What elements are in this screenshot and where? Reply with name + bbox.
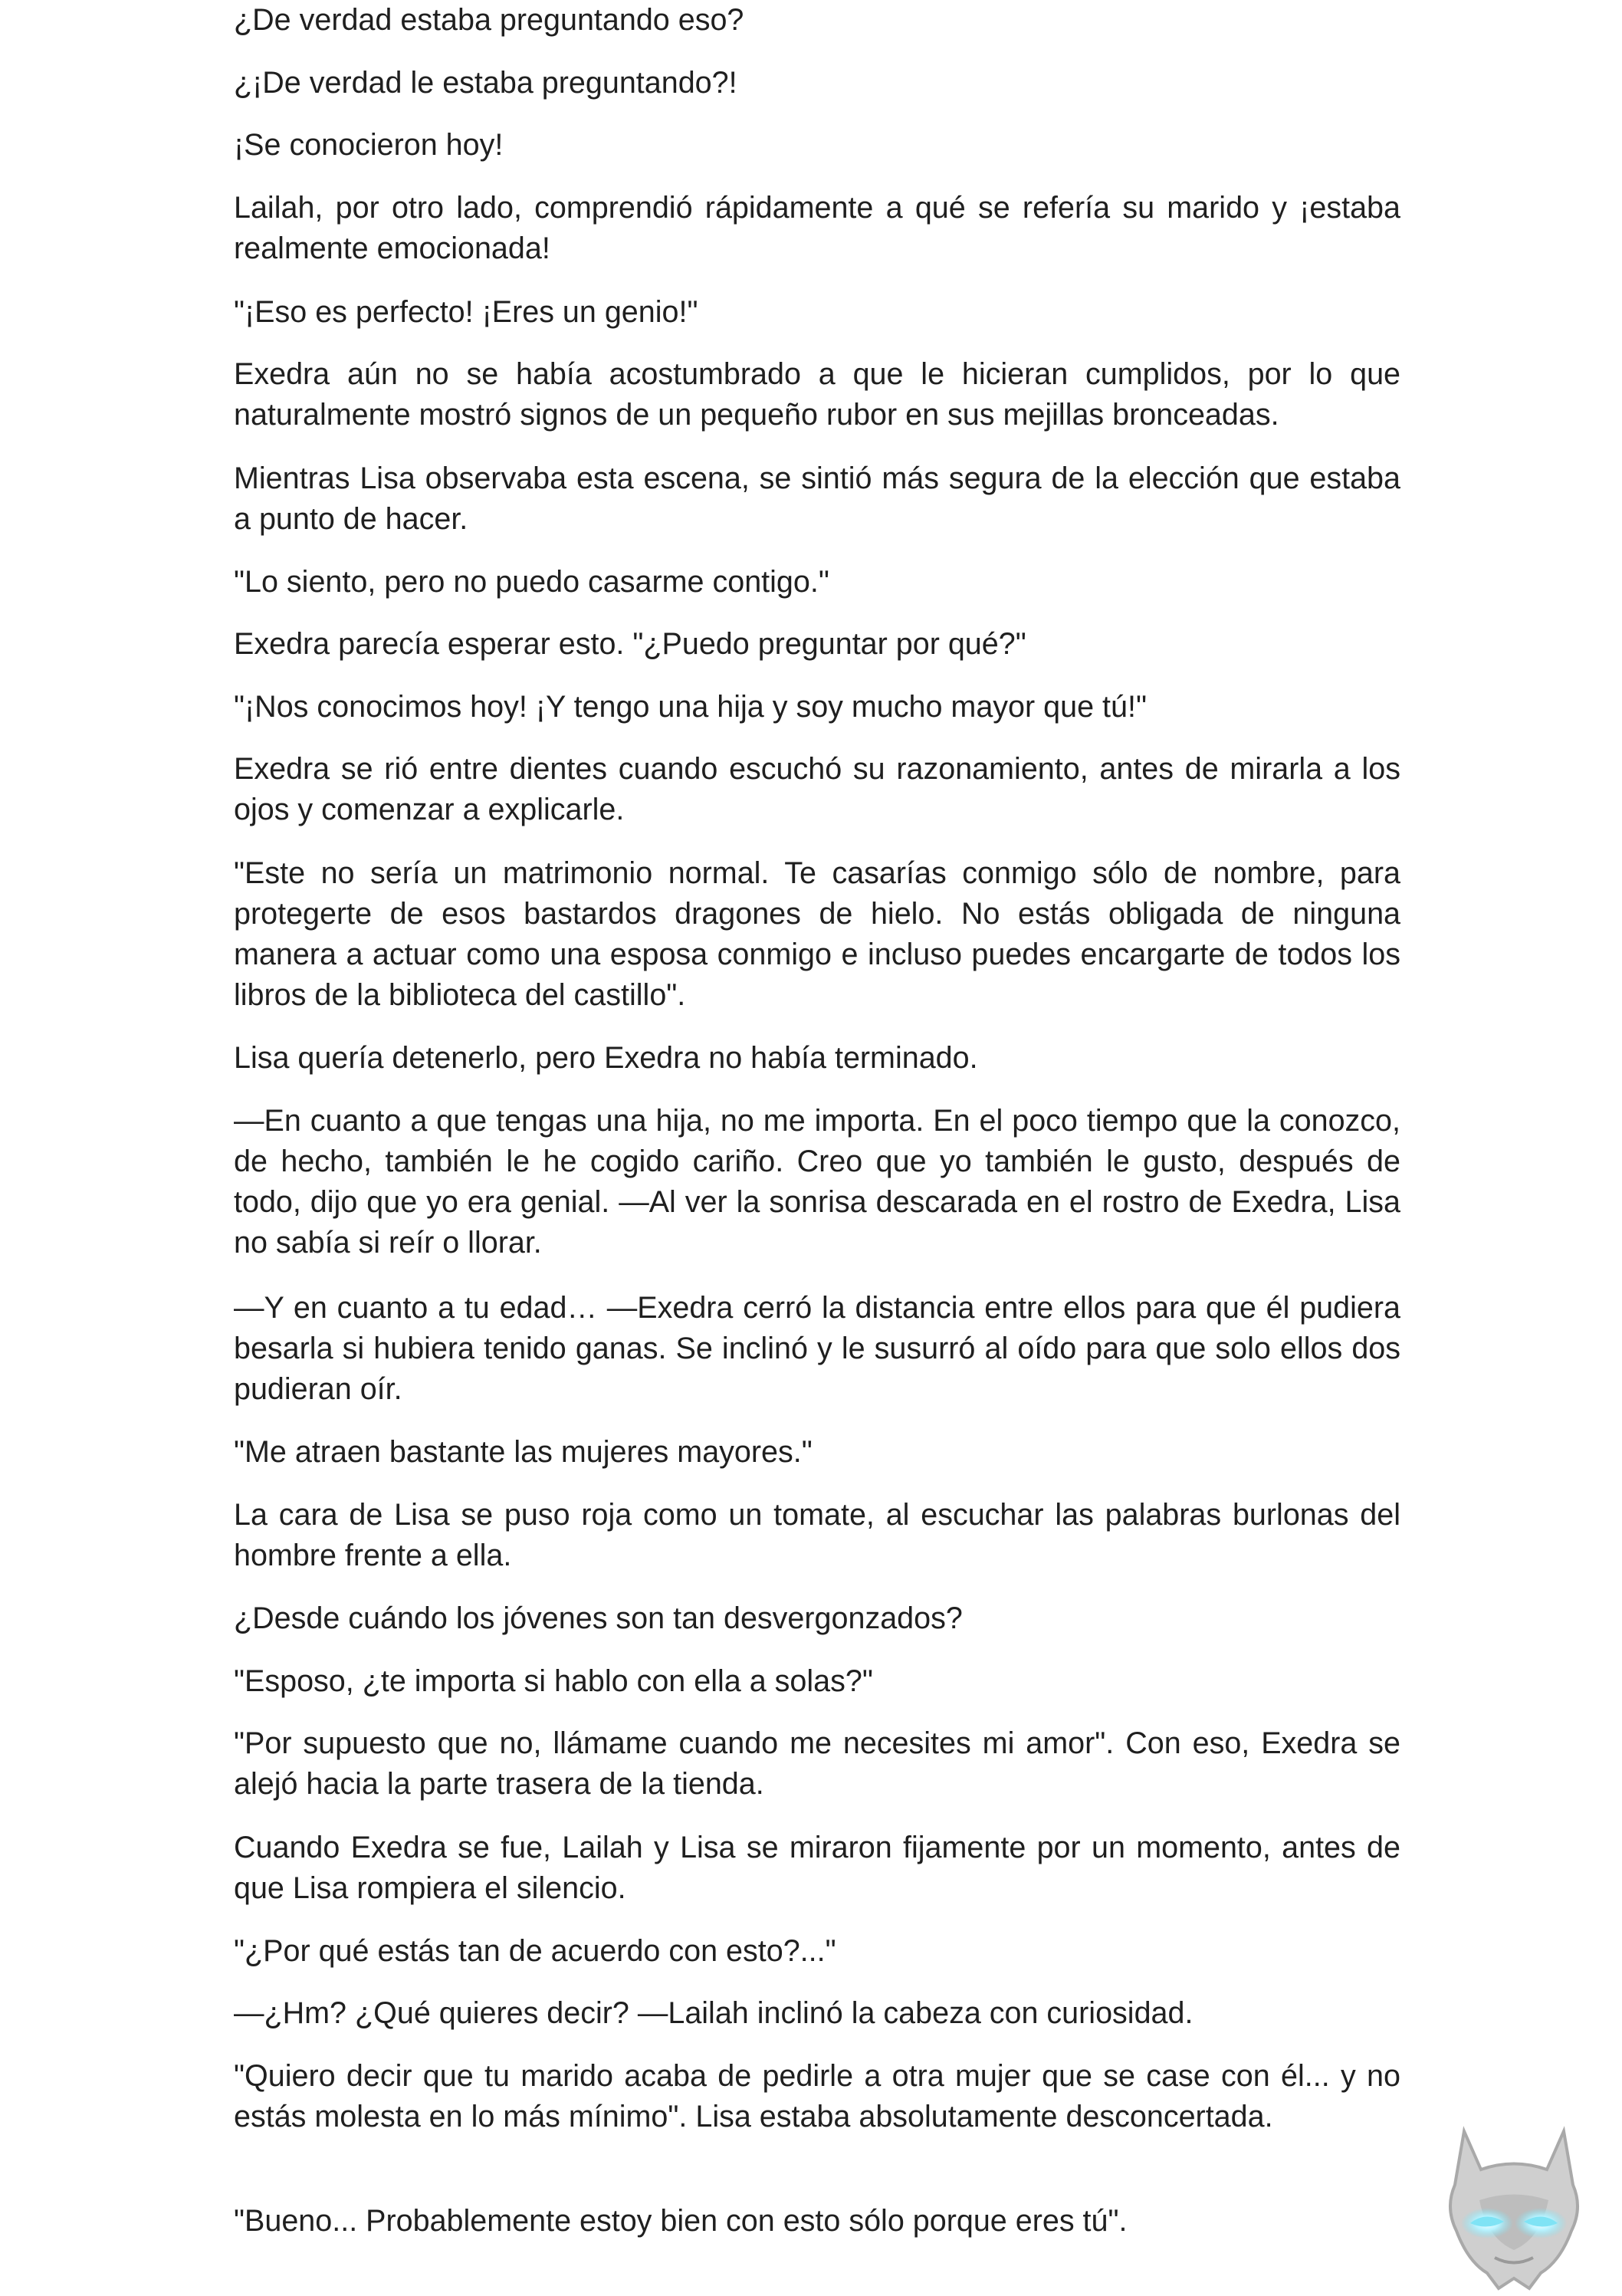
paragraph: ¿Desde cuándo los jóvenes son tan desvergonzados?	[234, 1601, 963, 1635]
paragraph: —En cuanto a que tengas una hija, no me importa. En el poco tiempo que la conozco, de hecho, también le he cogido cariño. Creo que yo también le gusto, después de todo, dijo que yo era genial. —Al ver la sonrisa descarada en el rostro de Exedra, Lisa no sabía si reír o llorar.	[234, 1104, 1400, 1260]
paragraph: ¿¡De verdad le estaba preguntando?!	[234, 66, 737, 100]
paragraph: "¡Eso es perfecto! ¡Eres un genio!"	[234, 295, 698, 329]
paragraph: —¿Hm? ¿Qué quieres decir? —Lailah inclinó la cabeza con curiosidad.	[234, 1996, 1194, 2030]
paragraph: Exedra se rió entre dientes cuando escuchó su razonamiento, antes de mirarla a los ojos y comenzar a explicarle.	[234, 752, 1400, 826]
paragraph: "Bueno... Probablemente estoy bien con esto sólo porque eres tú".	[234, 2204, 1128, 2238]
demon-head-icon	[1433, 2116, 1594, 2292]
paragraph: Exedra aún no se había acostumbrado a que le hicieran cumplidos, por lo que naturalmente mostró signos de un pequeño rubor en sus mejillas bronceadas.	[234, 357, 1400, 432]
paragraph: "Esposo, ¿te importa si hablo con ella a solas?"	[234, 1664, 873, 1698]
paragraph: La cara de Lisa se puso roja como un tomate, al escuchar las palabras burlonas del hombre frente a ella.	[234, 1498, 1400, 1572]
paragraph: "Este no sería un matrimonio normal. Te casarías conmigo sólo de nombre, para protegerte de esos bastardos dragones de hielo. No estás obligada de ninguna manera a actuar como una esposa conmigo e incluso puedes encargarte de todos los libros de la biblioteca del castillo".	[234, 856, 1400, 1012]
paragraph: ¡Se conocieron hoy!	[234, 128, 504, 162]
paragraph: "Por supuesto que no, llámame cuando me necesites mi amor". Con eso, Exedra se alejó hacia la parte trasera de la tienda.	[234, 1726, 1400, 1801]
paragraph: "Me atraen bastante las mujeres mayores."	[234, 1435, 813, 1469]
paragraph: "¿Por qué estás tan de acuerdo con esto?..."	[234, 1934, 836, 1968]
paragraph: "¡Nos conocimos hoy! ¡Y tengo una hija y soy mucho mayor que tú!"	[234, 690, 1147, 724]
paragraph: "Lo siento, pero no puedo casarme contigo."	[234, 565, 829, 599]
paragraph: Exedra parecía esperar esto. "¿Puedo preguntar por qué?"	[234, 627, 1026, 661]
paragraph: Mientras Lisa observaba esta escena, se sintió más segura de la elección que estaba a punto de hacer.	[234, 461, 1400, 536]
paragraph: Cuando Exedra se fue, Lailah y Lisa se miraron fijamente por un momento, antes de que Lisa rompiera el silencio.	[234, 1831, 1400, 1905]
watermark-logo	[1433, 2116, 1594, 2292]
paragraph: Lisa quería detenerlo, pero Exedra no había terminado.	[234, 1041, 978, 1075]
paragraph: "Quiero decir que tu marido acaba de pedirle a otra mujer que se case con él... y no estás molesta en lo más mínimo". Lisa estaba absolutamente desconcertada.	[234, 2059, 1400, 2133]
paragraph: Lailah, por otro lado, comprendió rápidamente a qué se refería su marido y ¡estaba realmente emocionada!	[234, 191, 1400, 265]
paragraph: —Y en cuanto a tu edad… —Exedra cerró la distancia entre ellos para que él pudiera besarla si hubiera tenido ganas. Se inclinó y le susurró al oído para que solo ellos dos pudieran oír.	[234, 1291, 1400, 1406]
paragraph: ¿De verdad estaba preguntando eso?	[234, 3, 744, 37]
